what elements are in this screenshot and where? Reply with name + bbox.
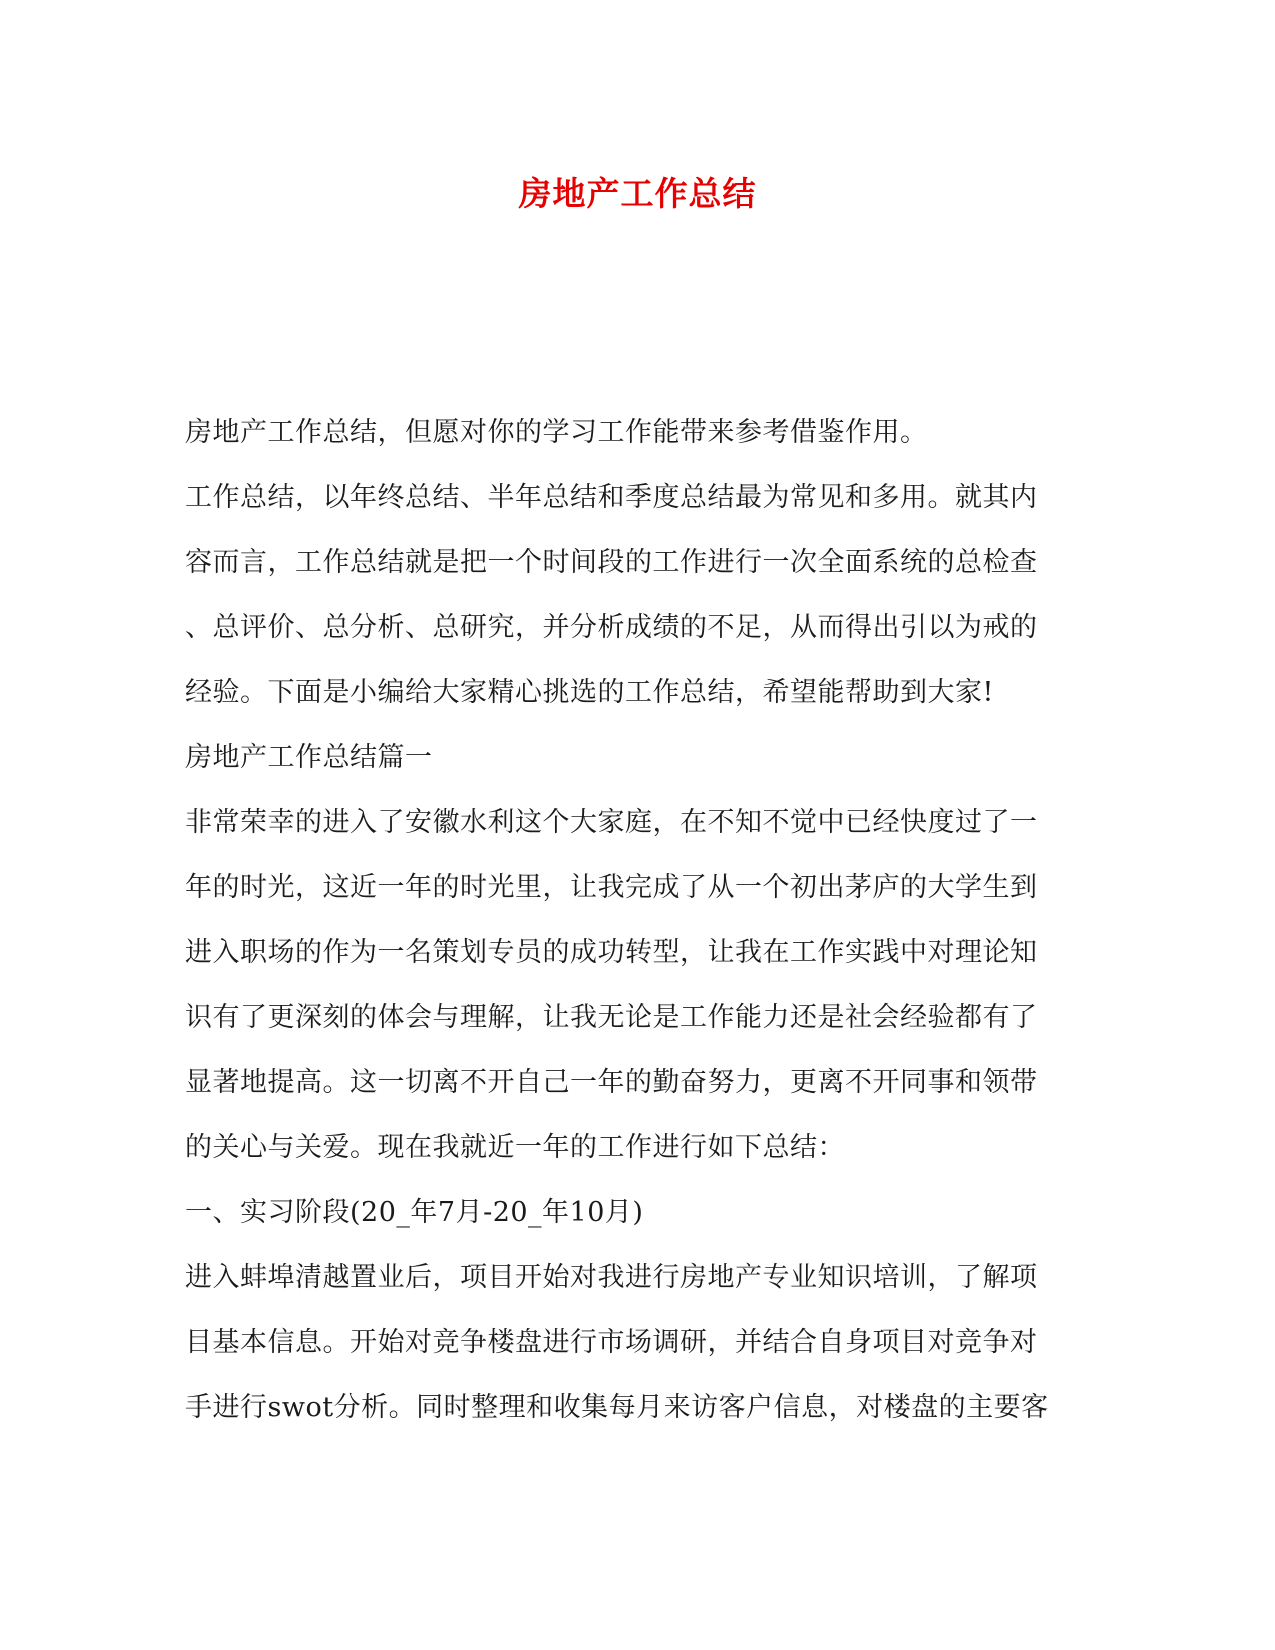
body-line: 工作总结，以年终总结、半年总结和季度总结最为常见和多用。就其内 — [185, 482, 1038, 513]
body-line: 手进行swot分析。同时整理和收集每月来访客户信息，对楼盘的主要客 — [185, 1392, 1049, 1423]
document-title: 房地产工作总结 — [518, 174, 757, 213]
body-line: 房地产工作总结，但愿对你的学习工作能带来参考借鉴作用。 — [185, 417, 928, 448]
body-line: 经验。下面是小编给大家精心挑选的工作总结，希望能帮助到大家! — [185, 677, 994, 708]
body-line: 进入蚌埠清越置业后，项目开始对我进行房地产专业知识培训，了解项 — [185, 1262, 1038, 1293]
body-line: 的关心与关爱。现在我就近一年的工作进行如下总结： — [185, 1132, 845, 1163]
body-line: 容而言，工作总结就是把一个时间段的工作进行一次全面系统的总检查 — [185, 547, 1038, 578]
body-line: 显著地提高。这一切离不开自己一年的勤奋努力，更离不开同事和领带 — [185, 1067, 1038, 1098]
body-line: 进入职场的作为一名策划专员的成功转型，让我在工作实践中对理论知 — [185, 937, 1038, 968]
body-line: 识有了更深刻的体会与理解，让我无论是工作能力还是社会经验都有了 — [185, 1002, 1038, 1033]
subsection-heading: 一、实习阶段(20_年7月-20_年10月) — [185, 1197, 644, 1228]
document-body — [185, 400, 1090, 1440]
body-line: 年的时光，这近一年的时光里，让我完成了从一个初出茅庐的大学生到 — [185, 872, 1038, 903]
body-line: 目基本信息。开始对竞争楼盘进行市场调研，并结合自身项目对竞争对 — [185, 1327, 1038, 1358]
body-line: 非常荣幸的进入了安徽水利这个大家庭，在不知不觉中已经快度过了一 — [185, 807, 1038, 838]
section-heading: 房地产工作总结篇一 — [185, 742, 433, 773]
body-line: 、总评价、总分析、总研究，并分析成绩的不足，从而得出引以为戒的 — [185, 612, 1038, 643]
